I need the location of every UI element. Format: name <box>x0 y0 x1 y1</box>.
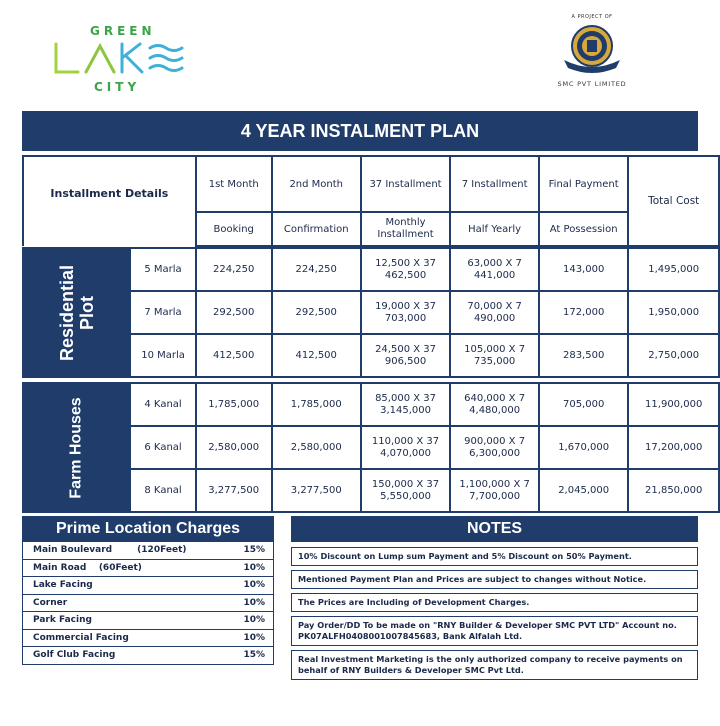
note-item: 10% Discount on Lump sum Payment and 5% Discount on 50% Payment. <box>291 547 698 566</box>
final-cell: 172,000 <box>539 291 628 334</box>
notes-title: NOTES <box>291 516 698 542</box>
logo-green-text: GREEN <box>90 24 156 38</box>
seal-caption-top: A PROJECT OF <box>571 14 613 20</box>
col-header-top: 37 Installment <box>361 156 451 212</box>
farm-houses-label: Farm Houses <box>23 383 130 512</box>
booking-cell: 412,500 <box>196 334 272 377</box>
half-yearly-cell: 900,000 X 7 6,300,000 <box>450 426 539 469</box>
list-item: Commercial Facing 10% <box>22 630 274 648</box>
total-cell: 11,900,000 <box>628 383 719 426</box>
monthly-cell: 85,000 X 37 3,145,000 <box>361 383 451 426</box>
confirmation-cell: 292,500 <box>272 291 361 334</box>
booking-cell: 1,785,000 <box>196 383 272 426</box>
smc-seal-emblem-icon <box>560 22 624 76</box>
list-item: Lake Facing 10% <box>22 577 274 595</box>
list-item: Main Boulevard (120Feet) 15% <box>22 542 274 560</box>
monthly-cell: 110,000 X 37 4,070,000 <box>361 426 451 469</box>
booking-cell: 2,580,000 <box>196 426 272 469</box>
final-cell: 705,000 <box>539 383 628 426</box>
note-item: Pay Order/DD To be made on "RNY Builder & Developer SMC PVT LTD" Account no. PK07ALFH0408001007845683, Bank Alfalah Ltd. <box>291 616 698 646</box>
plot-size: 8 Kanal <box>130 469 195 512</box>
col-header-top: 2nd Month <box>272 156 361 212</box>
total-cell: 21,850,000 <box>628 469 719 512</box>
logo-lake-wave-icon <box>50 40 190 76</box>
prime-location-charges <box>22 516 274 665</box>
confirmation-cell: 3,277,500 <box>272 469 361 512</box>
booking-cell: 3,277,500 <box>196 469 272 512</box>
total-cell: 17,200,000 <box>628 426 719 469</box>
col-header-top: 7 Installment <box>450 156 539 212</box>
final-cell: 2,045,000 <box>539 469 628 512</box>
note-item: The Prices are Including of Development Charges. <box>291 593 698 612</box>
list-item: Main Road (60Feet) 10% <box>22 560 274 578</box>
monthly-cell: 19,000 X 37 703,000 <box>361 291 451 334</box>
list-item: Golf Club Facing 15% <box>22 647 274 665</box>
list-item: Corner 10% <box>22 595 274 613</box>
total-cell: 1,950,000 <box>628 291 719 334</box>
final-cell: 1,670,000 <box>539 426 628 469</box>
booking-cell: 224,250 <box>196 248 272 291</box>
seal-caption-bottom: SMC PVT LIMITED <box>557 80 627 88</box>
instalment-table <box>22 155 720 513</box>
total-cost-header: Total Cost <box>628 156 719 246</box>
half-yearly-cell: 1,100,000 X 7 7,700,000 <box>450 469 539 512</box>
total-cell: 1,495,000 <box>628 248 719 291</box>
logo-city-text: CITY <box>94 80 141 94</box>
plot-size: 10 Marla <box>130 334 195 377</box>
note-item: Mentioned Payment Plan and Prices are subject to changes without Notice. <box>291 570 698 589</box>
booking-cell: 292,500 <box>196 291 272 334</box>
smc-seal <box>552 14 632 104</box>
col-header-top: Final Payment <box>539 156 628 212</box>
green-lake-city-logo <box>46 22 196 102</box>
col-header-bottom: Half Yearly <box>450 212 539 246</box>
installment-details-header: Installment Details <box>23 156 196 246</box>
half-yearly-cell: 640,000 X 7 4,480,000 <box>450 383 539 426</box>
notes-panel <box>291 516 698 680</box>
confirmation-cell: 224,250 <box>272 248 361 291</box>
confirmation-cell: 1,785,000 <box>272 383 361 426</box>
final-cell: 143,000 <box>539 248 628 291</box>
plot-size: 7 Marla <box>130 291 195 334</box>
residential-plot-label: Residential Plot <box>23 248 130 377</box>
plot-size: 6 Kanal <box>130 426 195 469</box>
monthly-cell: 24,500 X 37 906,500 <box>361 334 451 377</box>
col-header-bottom: At Possession <box>539 212 628 246</box>
col-header-top: 1st Month <box>196 156 272 212</box>
plan-title: 4 YEAR INSTALMENT PLAN <box>22 111 698 151</box>
half-yearly-cell: 63,000 X 7 441,000 <box>450 248 539 291</box>
prime-location-title: Prime Location Charges <box>22 516 274 542</box>
plot-size: 4 Kanal <box>130 383 195 426</box>
plot-size: 5 Marla <box>130 248 195 291</box>
note-item: Real Investment Marketing is the only authorized company to receive payments on behalf of RNY Builders & Developer SMC Pvt Ltd. <box>291 650 698 680</box>
final-cell: 283,500 <box>539 334 628 377</box>
monthly-cell: 12,500 X 37 462,500 <box>361 248 451 291</box>
col-header-bottom: Confirmation <box>272 212 361 246</box>
confirmation-cell: 2,580,000 <box>272 426 361 469</box>
confirmation-cell: 412,500 <box>272 334 361 377</box>
half-yearly-cell: 70,000 X 7 490,000 <box>450 291 539 334</box>
half-yearly-cell: 105,000 X 7 735,000 <box>450 334 539 377</box>
col-header-bottom: Monthly Installment <box>361 212 451 246</box>
col-header-bottom: Booking <box>196 212 272 246</box>
monthly-cell: 150,000 X 37 5,550,000 <box>361 469 451 512</box>
total-cell: 2,750,000 <box>628 334 719 377</box>
list-item: Park Facing 10% <box>22 612 274 630</box>
